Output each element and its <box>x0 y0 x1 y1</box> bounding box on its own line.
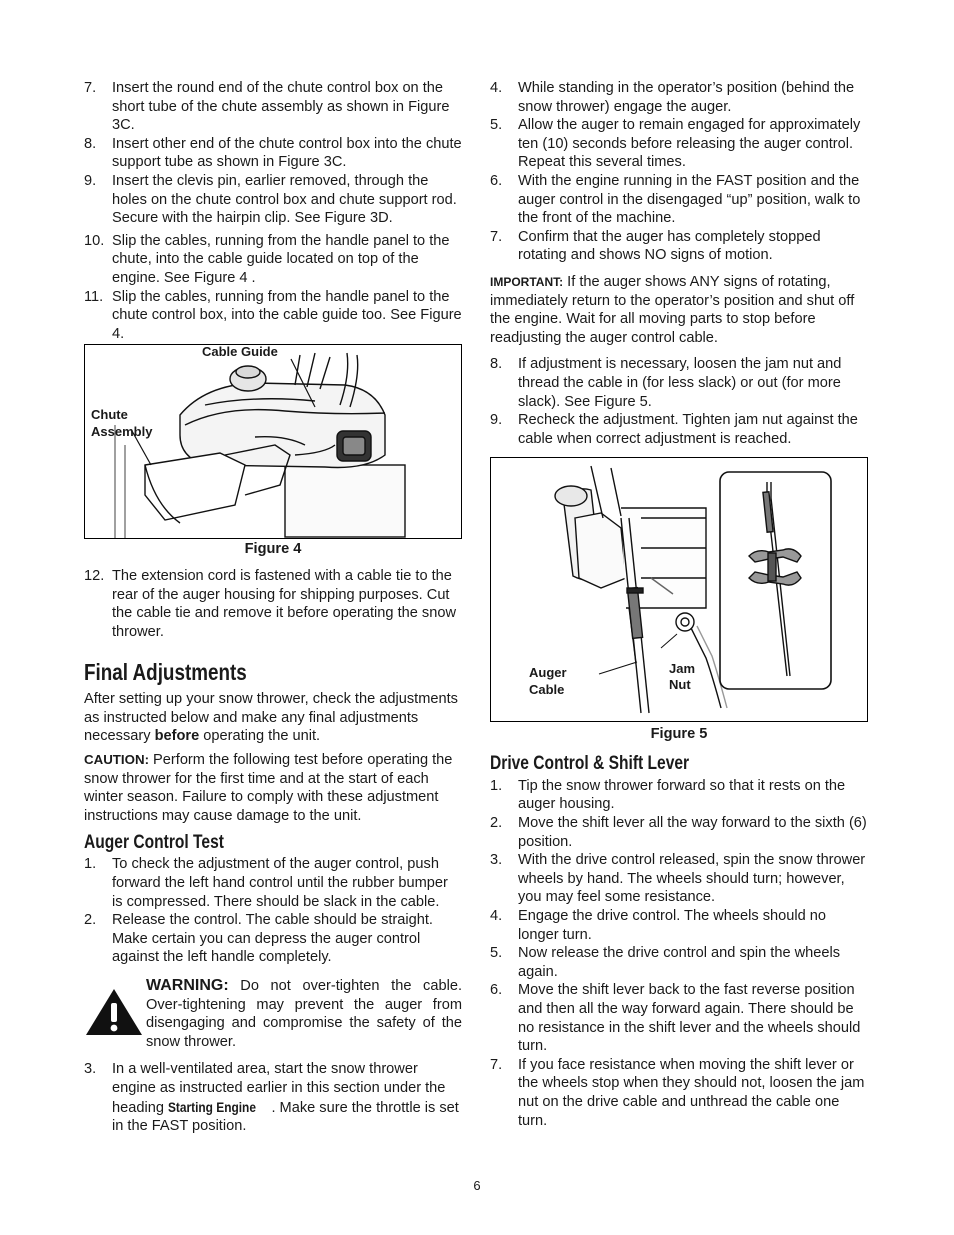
right-column <box>490 79 868 1130</box>
list-item: 6. Move the shift lever back to the fast reverse position and then all the way forward again. There should be no resistance in the shift lever and the wheels should turn. <box>490 982 861 1055</box>
label-chute-1: Chute <box>91 407 128 423</box>
page-number: 6 <box>473 1178 481 1193</box>
heading-auger-control-test: Auger Control Test <box>84 832 224 854</box>
label-chute-2: Assembly <box>91 424 153 440</box>
heading-final-adjustments: Final Adjustments <box>84 659 247 686</box>
list-item: 7. If you face resistance when moving the shift lever or the wheels stop when they should not, loosen the jam nut on the drive cable and unthread the cable one turn. <box>490 1056 865 1129</box>
list-item: 3. In a well-ventilated area, start the snow thrower engine as instructed earlier in this section under the heading Starting Engine . Make sure the throttle is set in the FAST position. <box>84 1061 459 1135</box>
list-item: 9. Insert the clevis pin, earlier removed, through the holes on the chute control box and chute support rod. Secure with the hairpin clip. See Figure 3D. <box>84 172 457 227</box>
list-item: 7. Confirm that the auger has completely stopped rotating and shows NO signs of motion. <box>490 228 821 264</box>
list-item: 9. Recheck the adjustment. Tighten jam nut against the cable when correct adjustment is reached. <box>490 412 858 447</box>
list-item: 7. Insert the round end of the chute control box on the short tube of the chute assembly as shown in Figure 3C. <box>84 80 450 134</box>
label-auger-2: Cable <box>529 682 565 698</box>
caution-paragraph: CAUTION: Perform the following test before operating the snow thrower for the first time and at the start of each winter season. Failure to comply with these adjustment instructions may cause damage to the unit. <box>84 752 453 824</box>
list-item: 8. Insert other end of the chute control box into the chute support tube as shown in Figure 3C. <box>84 135 462 171</box>
auger-test-step-3 <box>84 1060 462 1135</box>
list-item: 2. Move the shift lever all the way forward to the sixth (6) position. <box>490 815 867 850</box>
step-12 <box>84 567 462 641</box>
list-item: 8. If adjustment is necessary, loosen the jam nut and thread the cable in (for less slack) or out (for more slack). See Figure 5. <box>490 356 842 410</box>
adjustment-steps <box>490 355 868 448</box>
list-item: 11. Slip the cables, running from the handle panel to the chute control box, into the cable guide too. See Figure 4. <box>84 288 462 342</box>
list-item: 1. To check the adjustment of the auger control, push forward the left hand control until the rubber bumper is compressed. There should be slack in the cable. <box>84 856 448 910</box>
list-item: 3. With the drive control released, spin the snow thrower wheels by hand. The wheels should turn; however, you may feel some resistance. <box>490 852 866 906</box>
list-item: 5. Now release the drive control and spin the wheels again. <box>490 945 841 980</box>
drive-control-steps <box>490 777 868 1130</box>
label-jam-1: Jam <box>669 661 696 677</box>
label-auger-1: Auger <box>529 665 567 681</box>
list-item: 5. Allow the auger to remain engaged for approximately ten (10) seconds before releasing the auger control. Repeat this several times. <box>490 117 861 171</box>
figure-4-illustration <box>85 345 461 538</box>
list-item: 12. The extension cord is fastened with a cable tie to the rear of the auger housing for shipping purposes. Cut the cable tie and remove it before operating the snow thrower. <box>84 567 456 640</box>
heading-drive-control: Drive Control & Shift Lever <box>490 752 690 774</box>
important-paragraph: IMPORTANT: If the auger shows ANY signs of rotating, immediately return to the operator’s position and shut off the engine. Wait for all moving parts to stop before readjusting the auger control cable. <box>490 273 855 346</box>
label-cable-guide: Cable Guide <box>202 344 278 360</box>
figure-5-caption: Figure 5 <box>650 726 708 743</box>
list-item: 4. While standing in the operator’s position (behind the snow thrower) engage the auger. <box>490 80 855 115</box>
left-column <box>84 79 462 1136</box>
warning-block <box>84 977 462 1051</box>
list-item: 1. Tip the snow thrower forward so that it rests on the auger housing. <box>490 777 846 813</box>
warning-text: Do not over-tighten the cable. Over-tightening may prevent the auger from disengaging and compromise the safety of the snow thrower. <box>146 978 462 1050</box>
label-jam-2: Nut <box>669 677 691 693</box>
warning-label: WARNING: <box>146 977 229 994</box>
figure-4 <box>84 344 462 539</box>
figure-5 <box>490 457 868 722</box>
warning-triangle-icon <box>84 987 144 1037</box>
list-item: 10. Slip the cables, running from the handle panel to the chute, into the cable guide located on top of the engine. See Figure 4 . <box>84 232 450 286</box>
list-item: 6. With the engine running in the FAST position and the auger control in the disengaged “up” position, walk to the front of the machine. <box>490 172 861 227</box>
list-item: 2. Release the control. The cable should be straight. Make certain you can depress the auger control against the left handle completely. <box>84 912 433 966</box>
list-item: 4. Engage the drive control. The wheels should no longer turn. <box>490 908 827 943</box>
final-adjustments-intro: After setting up your snow thrower, check the adjustments as instructed below and make any final adjustments necessary before operating the unit. <box>84 691 458 745</box>
auger-test-steps-continued <box>490 79 868 265</box>
assembly-steps-list <box>84 79 462 343</box>
figure-4-caption: Figure 4 <box>244 541 302 558</box>
auger-test-steps <box>84 855 462 967</box>
